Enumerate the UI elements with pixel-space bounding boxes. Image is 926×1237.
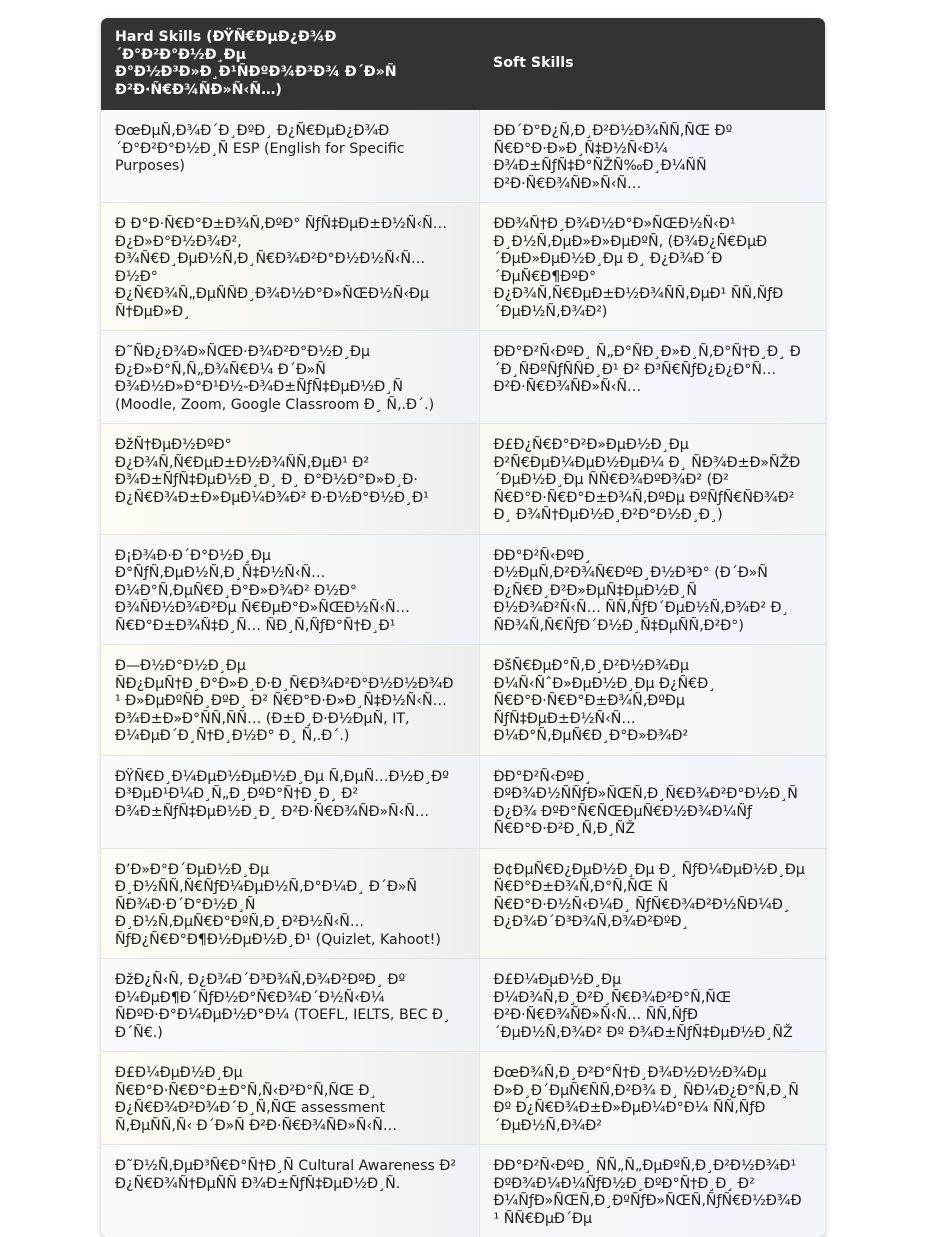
table-row <box>101 331 825 424</box>
table-body <box>101 110 825 1237</box>
table-row <box>101 424 825 535</box>
soft-skill-cell: ÐÐ¾Ñ†Ð¸Ð¾Ð½Ð°Ð»ÑŒÐ½Ñ‹Ð¹ Ð¸Ð½Ñ‚ÐµÐ»Ð»ÐµÐºÑ‚ (Ð¾Ð¿Ñ€ÐµÐ´ÐµÐ»ÐµÐ½Ð¸Ðµ Ð¸ Ð¿Ð¾Ð´Ð´ÐµÑ€Ð¶ÐºÐ° Ð¿Ð¾Ñ‚Ñ€ÐµÐ±Ð½Ð¾ÑÑ‚ÐµÐ¹ ÑÑ‚ÑƒÐ´ÐµÐ½Ñ‚Ð¾Ð²) <box>479 203 825 331</box>
soft-skill-cell: ÐÐ°Ð²Ñ‹ÐºÐ¸ ÐºÐ¾Ð½ÑÑƒÐ»ÑŒÑ‚Ð¸Ñ€Ð¾Ð²Ð°Ð½Ð¸Ñ Ð¿Ð¾ ÐºÐ°Ñ€ÑŒÐµÑ€Ð½Ð¾Ð¼Ñƒ Ñ€Ð°Ð·Ð²Ð¸Ñ‚Ð¸ÑŽ <box>479 755 825 848</box>
hard-skill-cell: Ð£Ð¼ÐµÐ½Ð¸Ðµ Ñ€Ð°Ð·Ñ€Ð°Ð±Ð°Ñ‚Ñ‹Ð²Ð°Ñ‚ÑŒ Ð¸ Ð¿Ñ€Ð¾Ð²Ð¾Ð´Ð¸Ñ‚ÑŒ assessment Ñ‚ÐµÑÑ‚Ñ‹ Ð´Ð»Ñ Ð²Ð·Ñ€Ð¾ÑÐ»Ñ‹Ñ… <box>101 1052 479 1145</box>
table-header <box>101 18 825 110</box>
table-row <box>101 755 825 848</box>
soft-skill-cell: ÐÐ°Ð²Ñ‹ÐºÐ¸ Ñ„Ð°ÑÐ¸Ð»Ð¸Ñ‚Ð°Ñ†Ð¸Ð¸ Ð´Ð¸ÑÐºÑƒÑÑÐ¸Ð¹ Ð² Ð³Ñ€ÑƒÐ¿Ð¿Ð°Ñ… Ð²Ð·Ñ€Ð¾ÑÐ»Ñ‹Ñ… <box>479 331 825 424</box>
hard-skill-cell: ÐŸÑ€Ð¸Ð¼ÐµÐ½ÐµÐ½Ð¸Ðµ Ñ‚ÐµÑ…Ð½Ð¸Ðº Ð³ÐµÐ¹Ð¼Ð¸Ñ„Ð¸ÐºÐ°Ñ†Ð¸Ð¸ Ð² Ð¾Ð±ÑƒÑ‡ÐµÐ½Ð¸Ð¸ Ð²Ð·Ñ€Ð¾ÑÐ»Ñ‹Ñ… <box>101 755 479 848</box>
table-row <box>101 645 825 756</box>
table-row <box>101 1052 825 1145</box>
soft-skill-cell: ÐšÑ€ÐµÐ°Ñ‚Ð¸Ð²Ð½Ð¾Ðµ Ð¼Ñ‹ÑˆÐ»ÐµÐ½Ð¸Ðµ Ð¿Ñ€Ð¸ Ñ€Ð°Ð·Ñ€Ð°Ð±Ð¾Ñ‚ÐºÐµ ÑƒÑ‡ÐµÐ±Ð½Ñ‹Ñ… Ð¼Ð°Ñ‚ÐµÑ€Ð¸Ð°Ð»Ð¾Ð² <box>479 645 825 756</box>
table-row <box>101 959 825 1052</box>
hard-skill-cell: ÐœÐµÑ‚Ð¾Ð´Ð¸ÐºÐ¸ Ð¿Ñ€ÐµÐ¿Ð¾Ð´Ð°Ð²Ð°Ð½Ð¸Ñ ESP (English for Specific Purposes) <box>101 110 479 203</box>
hard-skill-cell: Ð˜Ð½Ñ‚ÐµÐ³Ñ€Ð°Ñ†Ð¸Ñ Cultural Awareness Ð² Ð¿Ñ€Ð¾Ñ†ÐµÑÑ Ð¾Ð±ÑƒÑ‡ÐµÐ½Ð¸Ñ. <box>101 1145 479 1237</box>
header-row <box>101 18 825 110</box>
hard-skill-cell: ÐžÐ¿Ñ‹Ñ‚ Ð¿Ð¾Ð´Ð³Ð¾Ñ‚Ð¾Ð²ÐºÐ¸ Ðº Ð¼ÐµÐ¶Ð´ÑƒÐ½Ð°Ñ€Ð¾Ð´Ð½Ñ‹Ð¼ ÑÐºÐ·Ð°Ð¼ÐµÐ½Ð°Ð¼ (TOEFL, IELTS, BEC Ð¸ Ð´Ñ€.) <box>101 959 479 1052</box>
hard-skill-cell: Ð˜ÑÐ¿Ð¾Ð»ÑŒÐ·Ð¾Ð²Ð°Ð½Ð¸Ðµ Ð¿Ð»Ð°Ñ‚Ñ„Ð¾Ñ€Ð¼ Ð´Ð»Ñ Ð¾Ð½Ð»Ð°Ð¹Ð½-Ð¾Ð±ÑƒÑ‡ÐµÐ½Ð¸Ñ (Moodle, Zoom, Google Classroom Ð¸ Ñ‚.Ð´.) <box>101 331 479 424</box>
soft-skill-cell: Ð£Ð¿Ñ€Ð°Ð²Ð»ÐµÐ½Ð¸Ðµ Ð²Ñ€ÐµÐ¼ÐµÐ½ÐµÐ¼ Ð¸ ÑÐ¾Ð±Ð»ÑŽÐ´ÐµÐ½Ð¸Ðµ ÑÑ€Ð¾ÐºÐ¾Ð² (Ð² Ñ€Ð°Ð·Ñ€Ð°Ð±Ð¾Ñ‚ÐºÐµ ÐºÑƒÑ€ÑÐ¾Ð² Ð¸ Ð¾Ñ†ÐµÐ½Ð¸Ð²Ð°Ð½Ð¸Ð¸) <box>479 424 825 535</box>
soft-skill-cell: Ð£Ð¼ÐµÐ½Ð¸Ðµ Ð¼Ð¾Ñ‚Ð¸Ð²Ð¸Ñ€Ð¾Ð²Ð°Ñ‚ÑŒ Ð²Ð·Ñ€Ð¾ÑÐ»Ñ‹Ñ… ÑÑ‚ÑƒÐ´ÐµÐ½Ñ‚Ð¾Ð² Ðº Ð¾Ð±ÑƒÑ‡ÐµÐ½Ð¸ÑŽ <box>479 959 825 1052</box>
table-row <box>101 848 825 959</box>
soft-skill-cell: ÐÐ´Ð°Ð¿Ñ‚Ð¸Ð²Ð½Ð¾ÑÑ‚ÑŒ Ðº Ñ€Ð°Ð·Ð»Ð¸Ñ‡Ð½Ñ‹Ð¼ Ð¾Ð±ÑƒÑ‡Ð°ÑŽÑ‰Ð¸Ð¼ÑÑ Ð²Ð·Ñ€Ð¾ÑÐ»Ñ‹Ñ… <box>479 110 825 203</box>
soft-skill-cell: ÐÐ°Ð²Ñ‹ÐºÐ¸ Ð½ÐµÑ‚Ð²Ð¾Ñ€ÐºÐ¸Ð½Ð³Ð° (Ð´Ð»Ñ Ð¿Ñ€Ð¸Ð²Ð»ÐµÑ‡ÐµÐ½Ð¸Ñ Ð½Ð¾Ð²Ñ‹Ñ… ÑÑ‚ÑƒÐ´ÐµÐ½Ñ‚Ð¾Ð² Ð¸ ÑÐ¾Ñ‚Ñ€ÑƒÐ´Ð½Ð¸Ñ‡ÐµÑÑ‚Ð²Ð°) <box>479 534 825 645</box>
table-row <box>101 110 825 203</box>
hard-skill-cell: Ð—Ð½Ð°Ð½Ð¸Ðµ ÑÐ¿ÐµÑ†Ð¸Ð°Ð»Ð¸Ð·Ð¸Ñ€Ð¾Ð²Ð°Ð½Ð½Ð¾Ð¹ Ð»ÐµÐºÑÐ¸ÐºÐ¸ Ð² Ñ€Ð°Ð·Ð»Ð¸Ñ‡Ð½Ñ‹Ñ… Ð¾Ð±Ð»Ð°ÑÑ‚ÑÑ… (Ð±Ð¸Ð·Ð½ÐµÑ, IT, Ð¼ÐµÐ´Ð¸Ñ†Ð¸Ð½Ð° Ð¸ Ñ‚.Ð´.) <box>101 645 479 756</box>
soft-skill-cell: Ð¢ÐµÑ€Ð¿ÐµÐ½Ð¸Ðµ Ð¸ ÑƒÐ¼ÐµÐ½Ð¸Ðµ Ñ€Ð°Ð±Ð¾Ñ‚Ð°Ñ‚ÑŒ Ñ Ñ€Ð°Ð·Ð½Ñ‹Ð¼Ð¸ ÑƒÑ€Ð¾Ð²Ð½ÑÐ¼Ð¸ Ð¿Ð¾Ð´Ð³Ð¾Ñ‚Ð¾Ð²ÐºÐ¸ <box>479 848 825 959</box>
hard-skill-cell: Ð’Ð»Ð°Ð´ÐµÐ½Ð¸Ðµ Ð¸Ð½ÑÑ‚Ñ€ÑƒÐ¼ÐµÐ½Ñ‚Ð°Ð¼Ð¸ Ð´Ð»Ñ ÑÐ¾Ð·Ð´Ð°Ð½Ð¸Ñ Ð¸Ð½Ñ‚ÐµÑ€Ð°ÐºÑ‚Ð¸Ð²Ð½Ñ‹Ñ… ÑƒÐ¿Ñ€Ð°Ð¶Ð½ÐµÐ½Ð¸Ð¹ (Quizlet, Kahoot!) <box>101 848 479 959</box>
hard-skills-header: Hard Skills (ÐŸÑ€ÐµÐ¿Ð¾Ð´Ð°Ð²Ð°Ð½Ð¸Ðµ Ð°Ð½Ð³Ð»Ð¸Ð¹ÑÐºÐ¾Ð³Ð¾ Ð´Ð»Ñ Ð²Ð·Ñ€Ð¾ÑÐ»Ñ‹Ñ…) <box>101 18 479 110</box>
table-row <box>101 203 825 331</box>
skills-table <box>101 18 825 1237</box>
soft-skill-cell: ÐœÐ¾Ñ‚Ð¸Ð²Ð°Ñ†Ð¸Ð¾Ð½Ð½Ð¾Ðµ Ð»Ð¸Ð´ÐµÑ€ÑÑ‚Ð²Ð¾ Ð¸ ÑÐ¼Ð¿Ð°Ñ‚Ð¸Ñ Ðº Ð¿Ñ€Ð¾Ð±Ð»ÐµÐ¼Ð°Ð¼ ÑÑ‚ÑƒÐ´ÐµÐ½Ñ‚Ð¾Ð² <box>479 1052 825 1145</box>
hard-skill-cell: Ð Ð°Ð·Ñ€Ð°Ð±Ð¾Ñ‚ÐºÐ° ÑƒÑ‡ÐµÐ±Ð½Ñ‹Ñ… Ð¿Ð»Ð°Ð½Ð¾Ð², Ð¾Ñ€Ð¸ÐµÐ½Ñ‚Ð¸Ñ€Ð¾Ð²Ð°Ð½Ð½Ñ‹Ñ… Ð½Ð° Ð¿Ñ€Ð¾Ñ„ÐµÑÑÐ¸Ð¾Ð½Ð°Ð»ÑŒÐ½Ñ‹Ðµ Ñ†ÐµÐ»Ð¸ <box>101 203 479 331</box>
table-row <box>101 534 825 645</box>
soft-skills-header: Soft Skills <box>479 18 825 110</box>
hard-skill-cell: ÐžÑ†ÐµÐ½ÐºÐ° Ð¿Ð¾Ñ‚Ñ€ÐµÐ±Ð½Ð¾ÑÑ‚ÐµÐ¹ Ð² Ð¾Ð±ÑƒÑ‡ÐµÐ½Ð¸Ð¸ Ð¸ Ð°Ð½Ð°Ð»Ð¸Ð· Ð¿Ñ€Ð¾Ð±Ð»ÐµÐ¼Ð¾Ð² Ð·Ð½Ð°Ð½Ð¸Ð¹ <box>101 424 479 535</box>
soft-skill-cell: ÐÐ°Ð²Ñ‹ÐºÐ¸ ÑÑ„Ñ„ÐµÐºÑ‚Ð¸Ð²Ð½Ð¾Ð¹ ÐºÐ¾Ð¼Ð¼ÑƒÐ½Ð¸ÐºÐ°Ñ†Ð¸Ð¸ Ð² Ð¼ÑƒÐ»ÑŒÑ‚Ð¸ÐºÑƒÐ»ÑŒÑ‚ÑƒÑ€Ð½Ð¾Ð¹ ÑÑ€ÐµÐ´Ðµ <box>479 1145 825 1237</box>
skills-table-card <box>101 18 825 1237</box>
hard-skill-cell: Ð¡Ð¾Ð·Ð´Ð°Ð½Ð¸Ðµ Ð°ÑƒÑ‚ÐµÐ½Ñ‚Ð¸Ñ‡Ð½Ñ‹Ñ… Ð¼Ð°Ñ‚ÐµÑ€Ð¸Ð°Ð»Ð¾Ð² Ð½Ð° Ð¾ÑÐ½Ð¾Ð²Ðµ Ñ€ÐµÐ°Ð»ÑŒÐ½Ñ‹Ñ… Ñ€Ð°Ð±Ð¾Ñ‡Ð¸Ñ… ÑÐ¸Ñ‚ÑƒÐ°Ñ†Ð¸Ð¹ <box>101 534 479 645</box>
table-row <box>101 1145 825 1237</box>
